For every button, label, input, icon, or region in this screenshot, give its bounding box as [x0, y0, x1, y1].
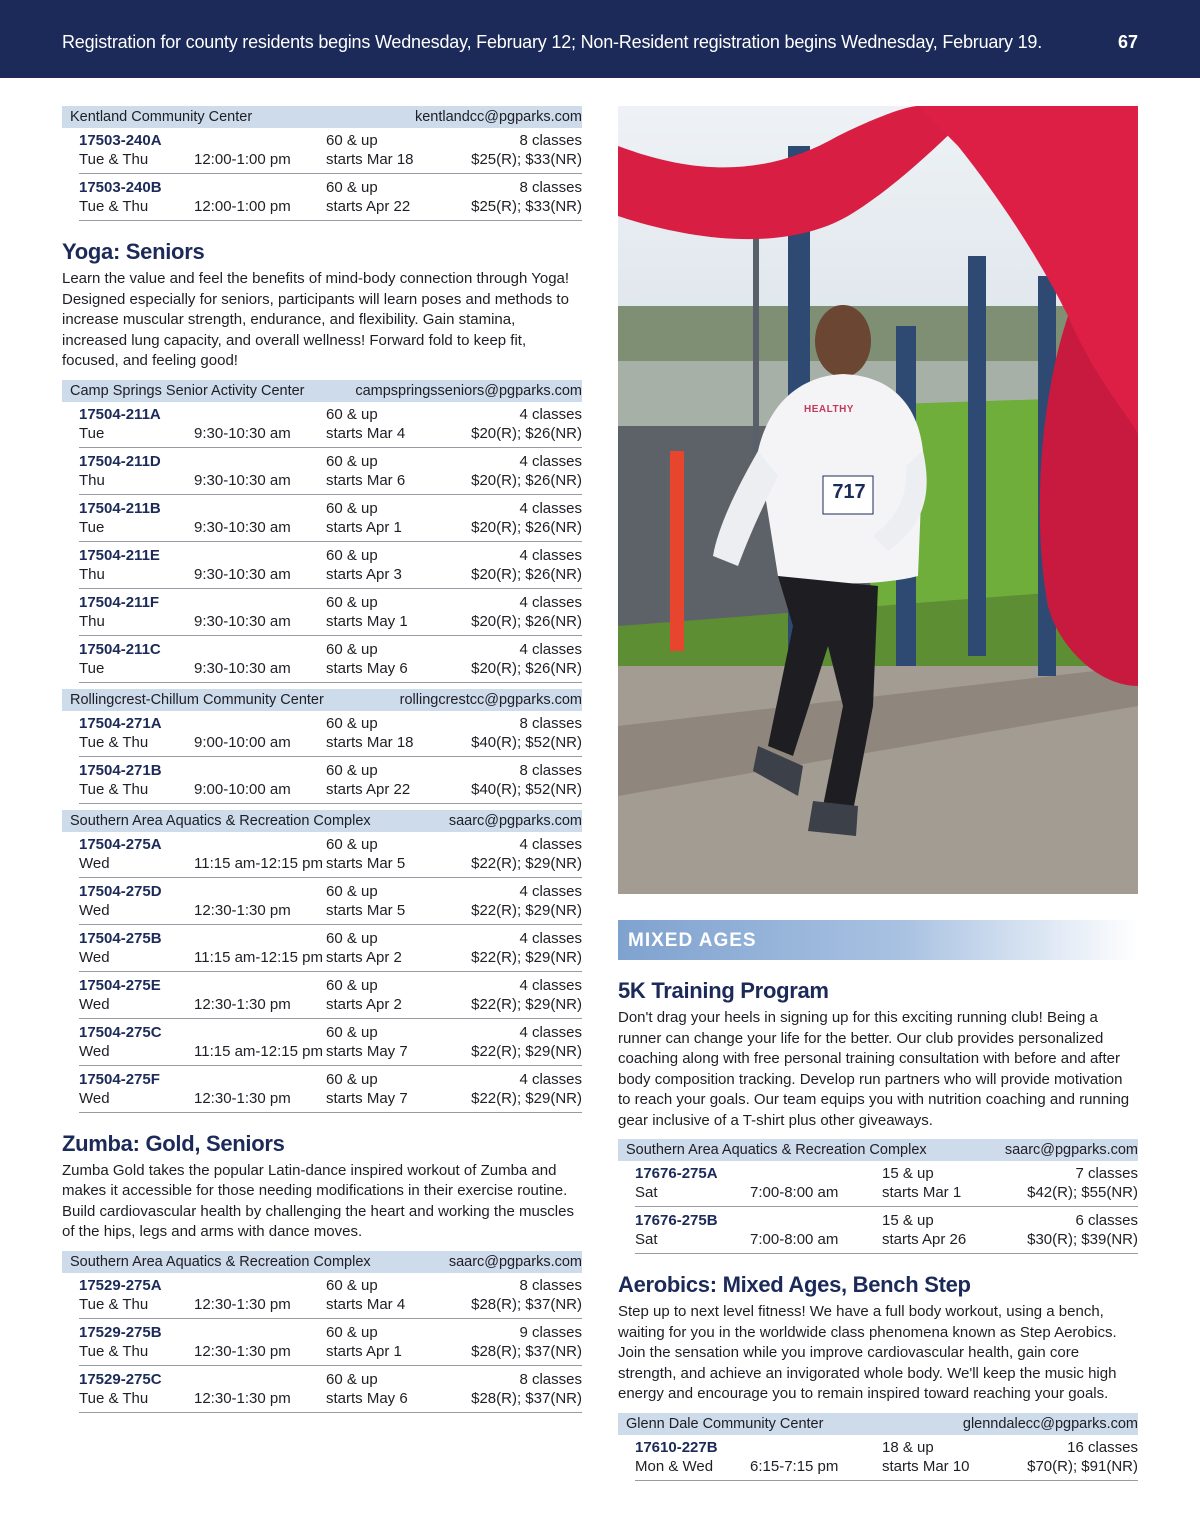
center-name: Rollingcrest-Chillum Community Center: [70, 691, 324, 708]
class-days: Sat: [635, 1184, 658, 1201]
class-fee: $28(R); $37(NR): [471, 1389, 582, 1407]
class-count: 7 classes: [1075, 1165, 1138, 1182]
class-age: 60 & up: [326, 1276, 378, 1294]
class-row: [79, 1024, 582, 1066]
saarc-zumba-section: [62, 1251, 582, 1413]
class-row: [79, 132, 582, 174]
class-fee: $20(R); $26(NR): [471, 518, 582, 536]
rollingcrest-section: [62, 689, 582, 804]
class-count: 4 classes: [519, 976, 582, 994]
class-time: 9:30-10:30 am: [194, 471, 291, 489]
class-age: 60 & up: [326, 593, 378, 611]
class-code: 17504-275D: [79, 882, 162, 900]
class-days: Wed: [79, 995, 110, 1013]
center-name: Southern Area Aquatics & Recreation Complex: [70, 1253, 371, 1270]
center-name: Camp Springs Senior Activity Center: [70, 382, 305, 399]
class-age: 60 & up: [326, 714, 378, 732]
class-count: 4 classes: [519, 1023, 582, 1041]
class-row: [79, 977, 582, 1019]
class-days: Tue: [79, 424, 105, 442]
class-code: 17529-275C: [79, 1370, 162, 1388]
class-time: 11:15 am-12:15 pm: [194, 854, 323, 872]
class-fee: $28(R); $37(NR): [471, 1342, 582, 1360]
class-age: 60 & up: [326, 1370, 378, 1388]
class-code: 17504-211E: [79, 546, 160, 564]
class-start: starts Mar 4: [326, 424, 406, 442]
class-row: [79, 883, 582, 925]
center-name: Southern Area Aquatics & Recreation Complex: [626, 1142, 927, 1158]
class-row: [79, 1071, 582, 1113]
center-email: kentlandcc@pgparks.com: [414, 109, 582, 125]
class-days: Tue & Thu: [79, 733, 149, 751]
class-days: Wed: [79, 901, 110, 919]
class-code: 17504-211A: [79, 405, 161, 423]
class-code: 17676-275A: [635, 1165, 718, 1182]
saarc-training-section: [618, 1139, 1138, 1254]
class-row: [79, 453, 582, 495]
class-fee: $22(R); $29(NR): [471, 995, 582, 1013]
class-count: 4 classes: [519, 640, 582, 658]
class-fee: $20(R); $26(NR): [471, 424, 582, 442]
runner-illustration: [618, 106, 1138, 894]
class-row: [79, 836, 582, 878]
class-list: [62, 132, 582, 221]
class-row: [79, 1324, 582, 1366]
class-age: 15 & up: [882, 1165, 934, 1182]
class-days: Wed: [79, 854, 110, 872]
class-age: 18 & up: [882, 1438, 934, 1456]
class-count: 4 classes: [519, 593, 582, 611]
class-age: 60 & up: [326, 499, 378, 517]
class-start: starts Apr 3: [326, 565, 402, 583]
class-time: 9:30-10:30 am: [194, 659, 291, 677]
class-code: 17503-240A: [79, 132, 162, 149]
class-fee: $22(R); $29(NR): [471, 1089, 582, 1107]
class-code: 17504-275F: [79, 1070, 160, 1088]
class-time: 12:00-1:00 pm: [194, 151, 291, 168]
shirt-logo-text: HEALTHY: [804, 404, 854, 415]
race-bib-number: 717: [832, 481, 866, 503]
yoga-description: Learn the value and feel the benefits of mind-body connection through Yoga! Designed especially for seniors, participants will learn poses and methods to increase muscular strength, endurance, and flexibility. Gain stamina, increased lung capacity, and overall wellness! Forward fold to keep fit, focused, and feeling good!: [62, 270, 570, 369]
class-fee: $40(R); $52(NR): [471, 733, 582, 751]
class-start: starts Mar 10: [882, 1457, 970, 1475]
class-code: 17504-211D: [79, 452, 161, 470]
center-header: [62, 380, 582, 402]
class-count: 4 classes: [519, 452, 582, 470]
class-code: 17504-211B: [79, 499, 161, 517]
class-count: 6 classes: [1075, 1212, 1138, 1229]
class-code: 17504-275C: [79, 1023, 162, 1041]
class-count: 8 classes: [519, 761, 582, 779]
class-age: 60 & up: [326, 1023, 378, 1041]
class-days: Tue & Thu: [79, 198, 149, 215]
class-list: [618, 1165, 1138, 1254]
class-code: 17610-227B: [635, 1438, 718, 1456]
class-list: [62, 406, 582, 683]
class-days: Thu: [79, 471, 105, 489]
class-days: Sat: [635, 1231, 658, 1248]
class-start: starts Apr 2: [326, 948, 402, 966]
class-start: starts Mar 5: [326, 901, 406, 919]
class-count: 4 classes: [519, 546, 582, 564]
class-fee: $20(R); $26(NR): [471, 565, 582, 583]
center-header: [62, 106, 582, 128]
class-start: starts Mar 1: [882, 1184, 962, 1201]
class-list: [618, 1439, 1138, 1481]
class-code: 17504-275E: [79, 976, 161, 994]
aerobics-title: Aerobics: Mixed Ages, Bench Step: [618, 1272, 971, 1297]
class-time: 9:30-10:30 am: [194, 518, 291, 536]
zumba-description: Zumba Gold takes the popular Latin-dance inspired workout of Zumba and makes it accessible for those needing modifications in their exercise routine. Build cardiovascular health by challenging the heart and working the muscles of the hips, legs and arms with dance moves.: [62, 1161, 574, 1240]
class-start: starts May 7: [326, 1089, 408, 1107]
training-description: Don't drag your heels in signing up for this exciting running club! Being a runner can change your life for the better. Our club provides personalized coaching along with free personal training consultation with before and after body composition tracking. Develop run partners who will provide motivation to reach your goals. Our team equips you with nutrition coaching and running gear inclusive of a T-shirt plus other giveaways.: [618, 1009, 1130, 1129]
runner-photo: [618, 106, 1138, 894]
center-header: [62, 810, 582, 832]
class-time: 9:30-10:30 am: [194, 424, 291, 442]
header-banner: [0, 0, 1200, 78]
page-number: 67: [1117, 32, 1138, 52]
center-header: [62, 689, 582, 711]
class-fee: $40(R); $52(NR): [471, 780, 582, 798]
center-header: [618, 1413, 1138, 1435]
class-age: 60 & up: [326, 640, 378, 658]
center-name: Glenn Dale Community Center: [626, 1415, 824, 1432]
glenn-dale-section: [618, 1413, 1138, 1481]
class-time: 9:30-10:30 am: [194, 612, 291, 630]
class-start: starts Apr 22: [326, 198, 411, 215]
class-days: Tue & Thu: [79, 780, 149, 798]
center-header: [618, 1139, 1138, 1161]
class-count: 8 classes: [519, 1370, 582, 1388]
class-fee: $22(R); $29(NR): [471, 854, 582, 872]
center-email: saarc@pgparks.com: [1004, 1142, 1138, 1158]
center-email: glenndalecc@pgparks.com: [962, 1415, 1138, 1432]
class-days: Tue & Thu: [79, 151, 149, 168]
class-count: 4 classes: [519, 1070, 582, 1088]
class-time: 7:00-8:00 am: [750, 1231, 839, 1248]
class-fee: $20(R); $26(NR): [471, 612, 582, 630]
center-email: campspringsseniors@pgparks.com: [355, 382, 582, 399]
yoga-title: Yoga: Seniors: [62, 239, 205, 264]
class-days: Mon & Wed: [635, 1457, 714, 1475]
class-fee: $22(R); $29(NR): [471, 1042, 582, 1060]
class-days: Tue & Thu: [79, 1342, 149, 1360]
class-row: [79, 547, 582, 589]
class-code: 17504-211F: [79, 593, 160, 611]
class-days: Tue: [79, 518, 105, 536]
class-time: 12:30-1:30 pm: [194, 901, 291, 919]
class-days: Thu: [79, 565, 105, 583]
class-count: 4 classes: [519, 929, 582, 947]
class-start: starts Mar 4: [326, 1295, 406, 1313]
class-start: starts Apr 2: [326, 995, 402, 1013]
class-age: 60 & up: [326, 132, 378, 149]
class-time: 9:00-10:00 am: [194, 733, 291, 751]
class-code: 17504-275A: [79, 835, 162, 853]
class-code: 17529-275A: [79, 1276, 162, 1294]
class-age: 15 & up: [882, 1212, 934, 1229]
class-start: starts May 6: [326, 659, 408, 677]
class-row: [79, 594, 582, 636]
class-count: 8 classes: [519, 132, 582, 149]
class-list: [62, 836, 582, 1113]
class-age: 60 & up: [326, 929, 378, 947]
class-row: [79, 930, 582, 972]
class-fee: $22(R); $29(NR): [471, 901, 582, 919]
class-days: Tue & Thu: [79, 1295, 149, 1313]
class-row: [79, 762, 582, 804]
center-email: saarc@pgparks.com: [448, 812, 582, 829]
class-time: 11:15 am-12:15 pm: [194, 1042, 323, 1060]
class-code: 17504-211C: [79, 640, 161, 658]
class-days: Wed: [79, 1089, 110, 1107]
class-start: starts Mar 6: [326, 471, 406, 489]
center-header: [62, 1251, 582, 1273]
class-start: starts May 7: [326, 1042, 408, 1060]
center-name: Southern Area Aquatics & Recreation Complex: [70, 812, 371, 829]
class-time: 12:30-1:30 pm: [194, 1389, 291, 1407]
class-start: starts Apr 1: [326, 518, 402, 536]
class-row: [79, 500, 582, 542]
class-start: starts Mar 18: [326, 733, 414, 751]
class-start: starts Apr 26: [882, 1231, 967, 1248]
class-count: 4 classes: [519, 499, 582, 517]
class-fee: $28(R); $37(NR): [471, 1295, 582, 1313]
class-start: starts May 6: [326, 1389, 408, 1407]
center-name: Kentland Community Center: [70, 109, 253, 125]
class-days: Tue: [79, 659, 105, 677]
class-fee: $42(R); $55(NR): [1027, 1184, 1138, 1201]
center-email: saarc@pgparks.com: [448, 1253, 582, 1270]
class-start: starts Apr 22: [326, 780, 411, 798]
class-age: 60 & up: [326, 452, 378, 470]
class-count: 4 classes: [519, 405, 582, 423]
class-start: starts Mar 18: [326, 151, 414, 168]
class-time: 11:15 am-12:15 pm: [194, 948, 323, 966]
class-row: [635, 1212, 1138, 1254]
class-time: 9:00-10:00 am: [194, 780, 291, 798]
class-row: [79, 641, 582, 683]
class-fee: $25(R); $33(NR): [471, 198, 582, 215]
class-row: [79, 715, 582, 757]
class-code: 17504-271B: [79, 761, 162, 779]
class-time: 12:00-1:00 pm: [194, 198, 291, 215]
class-age: 60 & up: [326, 761, 378, 779]
class-age: 60 & up: [326, 882, 378, 900]
class-row: [79, 406, 582, 448]
class-code: 17676-275B: [635, 1212, 718, 1229]
class-code: 17504-275B: [79, 929, 162, 947]
class-days: Tue & Thu: [79, 1389, 149, 1407]
registration-notice: Registration for county residents begins Wednesday, February 12; Non-Resident registration begins Wednesday, February 19.: [62, 32, 1043, 52]
class-fee: $20(R); $26(NR): [471, 659, 582, 677]
class-count: 4 classes: [519, 835, 582, 853]
aerobics-description: Step up to next level fitness! We have a full body workout, using a bench, waiting for you in the worldwide class phenomena known as Step Aerobics. Join the sensation while you improve cardiovascular health, gain core strength, and achieve an invigorated whole body. We'll keep the music high energy and encourage you to remain inspired toward reaching your goals.: [618, 1303, 1117, 1402]
class-start: starts Apr 1: [326, 1342, 402, 1360]
left-column: [62, 106, 582, 1419]
class-days: Wed: [79, 1042, 110, 1060]
class-time: 12:30-1:30 pm: [194, 995, 291, 1013]
mixed-ages-banner: MIXED AGES: [618, 920, 1138, 960]
camp-springs-section: [62, 380, 582, 683]
training-title: 5K Training Program: [618, 978, 829, 1003]
class-days: Wed: [79, 948, 110, 966]
class-fee: $70(R); $91(NR): [1027, 1457, 1138, 1475]
class-count: 16 classes: [1067, 1438, 1138, 1456]
class-row: [635, 1439, 1138, 1481]
class-age: 60 & up: [326, 1323, 378, 1341]
zumba-title: Zumba: Gold, Seniors: [62, 1130, 285, 1156]
class-age: 60 & up: [326, 976, 378, 994]
class-time: 6:15-7:15 pm: [750, 1457, 839, 1475]
class-count: 4 classes: [519, 882, 582, 900]
class-time: 12:30-1:30 pm: [194, 1089, 291, 1107]
saarc-yoga-section: [62, 810, 582, 1113]
class-time: 12:30-1:30 pm: [194, 1295, 291, 1313]
class-days: Thu: [79, 612, 105, 630]
class-count: 8 classes: [519, 714, 582, 732]
class-list: [62, 715, 582, 804]
class-time: 9:30-10:30 am: [194, 565, 291, 583]
class-row: [79, 179, 582, 221]
class-age: 60 & up: [326, 405, 378, 423]
class-row: [635, 1165, 1138, 1207]
kentland-section: [62, 106, 582, 221]
class-fee: $25(R); $33(NR): [471, 151, 582, 168]
class-fee: $20(R); $26(NR): [471, 471, 582, 489]
class-code: 17504-271A: [79, 714, 162, 732]
class-row: [79, 1277, 582, 1319]
class-count: 8 classes: [519, 1276, 582, 1294]
class-code: 17503-240B: [79, 179, 162, 196]
class-count: 9 classes: [519, 1323, 582, 1341]
class-fee: $22(R); $29(NR): [471, 948, 582, 966]
right-column: [618, 920, 1138, 1487]
class-age: 60 & up: [326, 179, 378, 196]
class-count: 8 classes: [519, 179, 582, 196]
center-email: rollingcrestcc@pgparks.com: [399, 691, 582, 708]
class-time: 12:30-1:30 pm: [194, 1342, 291, 1360]
class-row: [79, 1371, 582, 1413]
class-age: 60 & up: [326, 835, 378, 853]
class-start: starts May 1: [326, 612, 408, 630]
class-fee: $30(R); $39(NR): [1027, 1231, 1138, 1248]
class-age: 60 & up: [326, 1070, 378, 1088]
class-age: 60 & up: [326, 546, 378, 564]
class-list: [62, 1277, 582, 1413]
class-start: starts Mar 5: [326, 854, 406, 872]
class-code: 17529-275B: [79, 1323, 162, 1341]
class-time: 7:00-8:00 am: [750, 1184, 839, 1201]
